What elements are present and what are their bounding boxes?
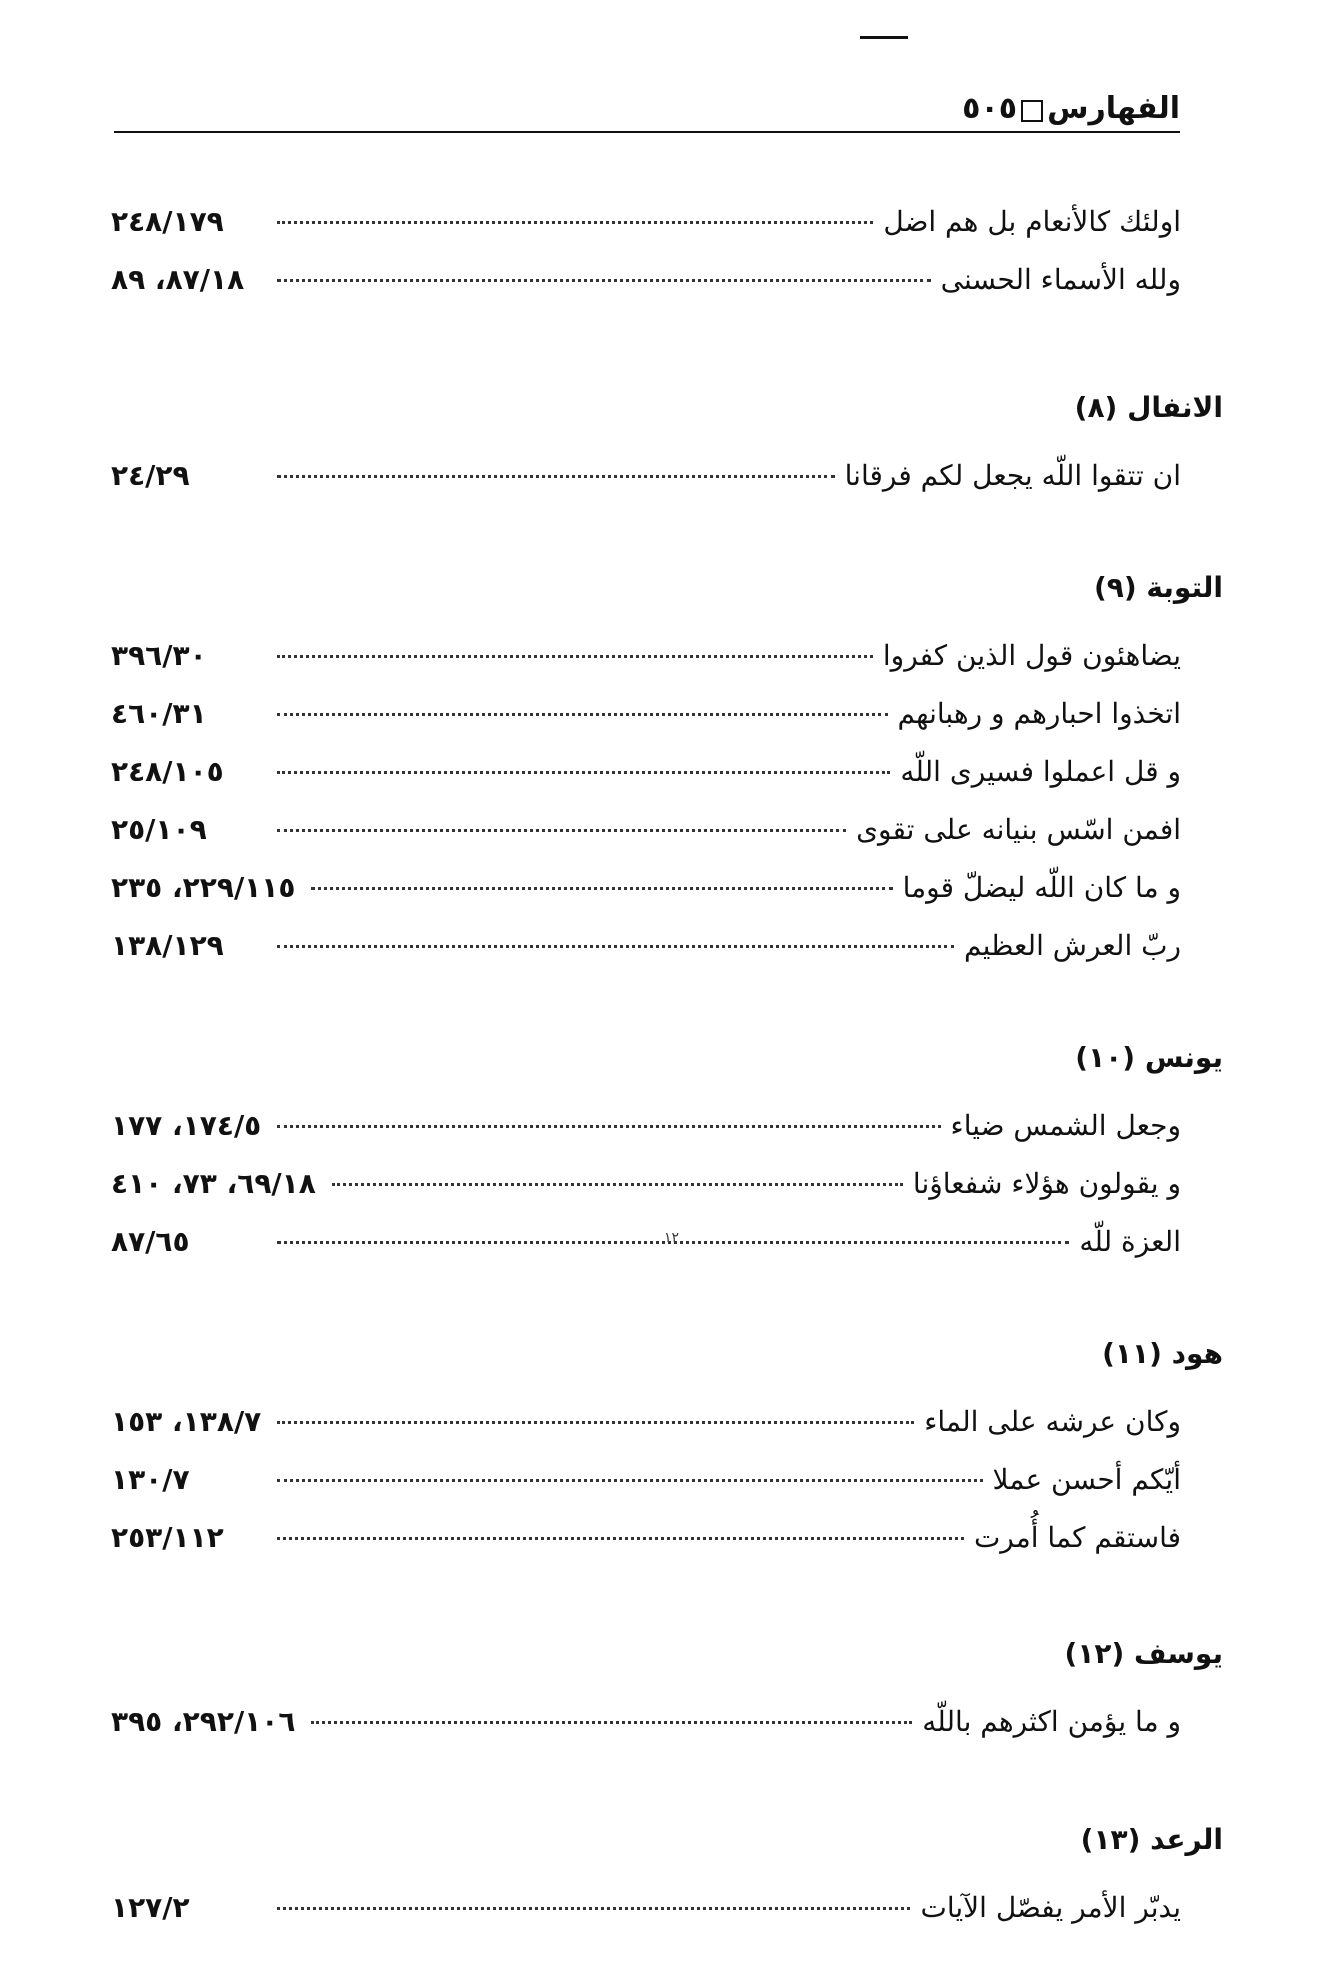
dot-leader	[277, 713, 888, 716]
entry-text: و ما يؤمن اكثرهم باللّه	[922, 1705, 1181, 1738]
index-entry	[111, 1200, 1181, 1258]
entry-reference: ١٣٠/٧	[111, 1463, 190, 1496]
section-gap	[111, 1738, 1181, 1814]
dot-leader	[277, 945, 954, 948]
entry-text: و ما كان اللّه ليضلّ قوما	[902, 871, 1181, 904]
section-title: الرعد (١٣)	[1080, 1823, 1223, 1856]
header-box-ornament	[1021, 100, 1043, 122]
entry-reference: ٨٧/١٨، ٨٩	[111, 263, 245, 296]
index-entry	[111, 1680, 1181, 1738]
section-gap	[111, 1554, 1181, 1628]
index-section	[111, 180, 1181, 296]
dot-leader	[332, 1183, 903, 1186]
stray-mark: ١٢	[664, 1230, 680, 1246]
dot-leader	[311, 887, 892, 890]
entry-text: و قل اعملوا فسيرى اللّه	[900, 755, 1181, 788]
page-number: ٥٠٥	[962, 91, 1018, 126]
index-section	[111, 1814, 1223, 1924]
section-gap	[111, 492, 1181, 562]
index-entry	[111, 1496, 1181, 1554]
entry-reference: ١٣٨/١٢٩	[111, 929, 224, 962]
index-section	[111, 382, 1223, 492]
index-section	[111, 1628, 1223, 1738]
dot-leader	[277, 221, 873, 224]
entry-reference: ٤٦٠/٣١	[111, 697, 207, 730]
header-rule	[114, 131, 1180, 133]
entry-reference: ٢٤/٢٩	[111, 459, 190, 492]
dot-leader	[277, 475, 835, 478]
entry-text: وجعل الشمس ضياء	[950, 1109, 1181, 1142]
index-entry	[111, 672, 1181, 730]
index-entry	[111, 1084, 1181, 1142]
dot-leader	[277, 1537, 964, 1540]
dot-leader	[277, 1479, 983, 1482]
dot-leader	[277, 279, 931, 282]
running-header	[114, 82, 1180, 126]
entry-text: وكان عرشه على الماء	[924, 1405, 1181, 1438]
top-dash	[860, 36, 908, 39]
index-entry	[111, 434, 1181, 492]
index-section	[111, 562, 1223, 962]
section-gap	[111, 296, 1181, 382]
section-title: الانفال (٨)	[1074, 391, 1223, 424]
index-entry	[111, 788, 1181, 846]
entry-reference: ١٧٤/٥، ١٧٧	[111, 1109, 262, 1142]
entry-reference: ١٣٨/٧، ١٥٣	[111, 1405, 262, 1438]
index-section	[111, 1032, 1223, 1258]
entry-reference: ٦٩/١٨، ٧٣، ٤١٠	[111, 1167, 316, 1200]
entry-text: أيّكم أحسن عملا	[992, 1463, 1181, 1496]
index-entry	[111, 1142, 1181, 1200]
dot-leader	[277, 655, 873, 658]
dot-leader	[277, 1907, 910, 1910]
entry-text: العزة للّه	[1079, 1225, 1181, 1258]
index-entry	[111, 180, 1181, 238]
index-content	[111, 180, 1223, 1924]
section-title: يوسف (١٢)	[1064, 1637, 1223, 1670]
index-section	[111, 1328, 1223, 1554]
entry-reference: ٢٥/١٠٩	[111, 813, 207, 846]
entry-text: يضاهئون قول الذين كفروا	[882, 639, 1181, 672]
entry-reference: ٨٧/٦٥	[111, 1225, 190, 1258]
entry-text: يدبّر الأمر يفصّل الآيات	[920, 1891, 1181, 1924]
entry-reference: ٢٤٨/١٠٥	[111, 755, 224, 788]
entry-reference: ٢٩٢/١٠٦، ٣٩٥	[111, 1705, 296, 1738]
index-entry	[111, 1380, 1181, 1438]
entry-reference: ١٢٧/٢	[111, 1891, 190, 1924]
dot-leader	[311, 1721, 912, 1724]
entry-reference: ٢٥٣/١١٢	[111, 1521, 224, 1554]
section-gap	[111, 962, 1181, 1032]
entry-text: ان تتقوا اللّه يجعل لكم فرقانا	[844, 459, 1181, 492]
entry-text: اولئك كالأنعام بل هم اضل	[883, 205, 1181, 238]
entry-text: ربّ العرش العظيم	[964, 929, 1181, 962]
section-title: يونس (١٠)	[1075, 1041, 1223, 1074]
entry-reference: ٢٤٨/١٧٩	[111, 205, 224, 238]
entry-text: افمن اسّس بنيانه على تقوى	[856, 813, 1181, 846]
index-entry	[111, 904, 1181, 962]
index-entry	[111, 238, 1181, 296]
section-title: هود (١١)	[1102, 1337, 1223, 1370]
dot-leader	[277, 829, 846, 832]
index-entry	[111, 730, 1181, 788]
index-entry	[111, 846, 1181, 904]
entry-text: ولله الأسماء الحسنى	[940, 263, 1181, 296]
dot-leader	[277, 1421, 914, 1424]
index-entry	[111, 1866, 1181, 1924]
section-gap	[111, 1258, 1181, 1328]
header-title: الفهارس	[1047, 91, 1180, 126]
index-entry	[111, 1438, 1181, 1496]
entry-reference: ٣٩٦/٣٠	[111, 639, 207, 672]
entry-text: اتخذوا احبارهم و رهبانهم	[897, 697, 1181, 730]
entry-reference: ٢٢٩/١١٥، ٢٣٥	[111, 871, 296, 904]
index-entry	[111, 614, 1181, 672]
entry-text: و يقولون هؤلاء شفعاؤنا	[912, 1167, 1181, 1200]
dot-leader	[277, 771, 890, 774]
section-title: التوبة (٩)	[1093, 571, 1223, 604]
dot-leader	[277, 1125, 940, 1128]
entry-text: فاستقم كما أُمرت	[973, 1521, 1181, 1554]
